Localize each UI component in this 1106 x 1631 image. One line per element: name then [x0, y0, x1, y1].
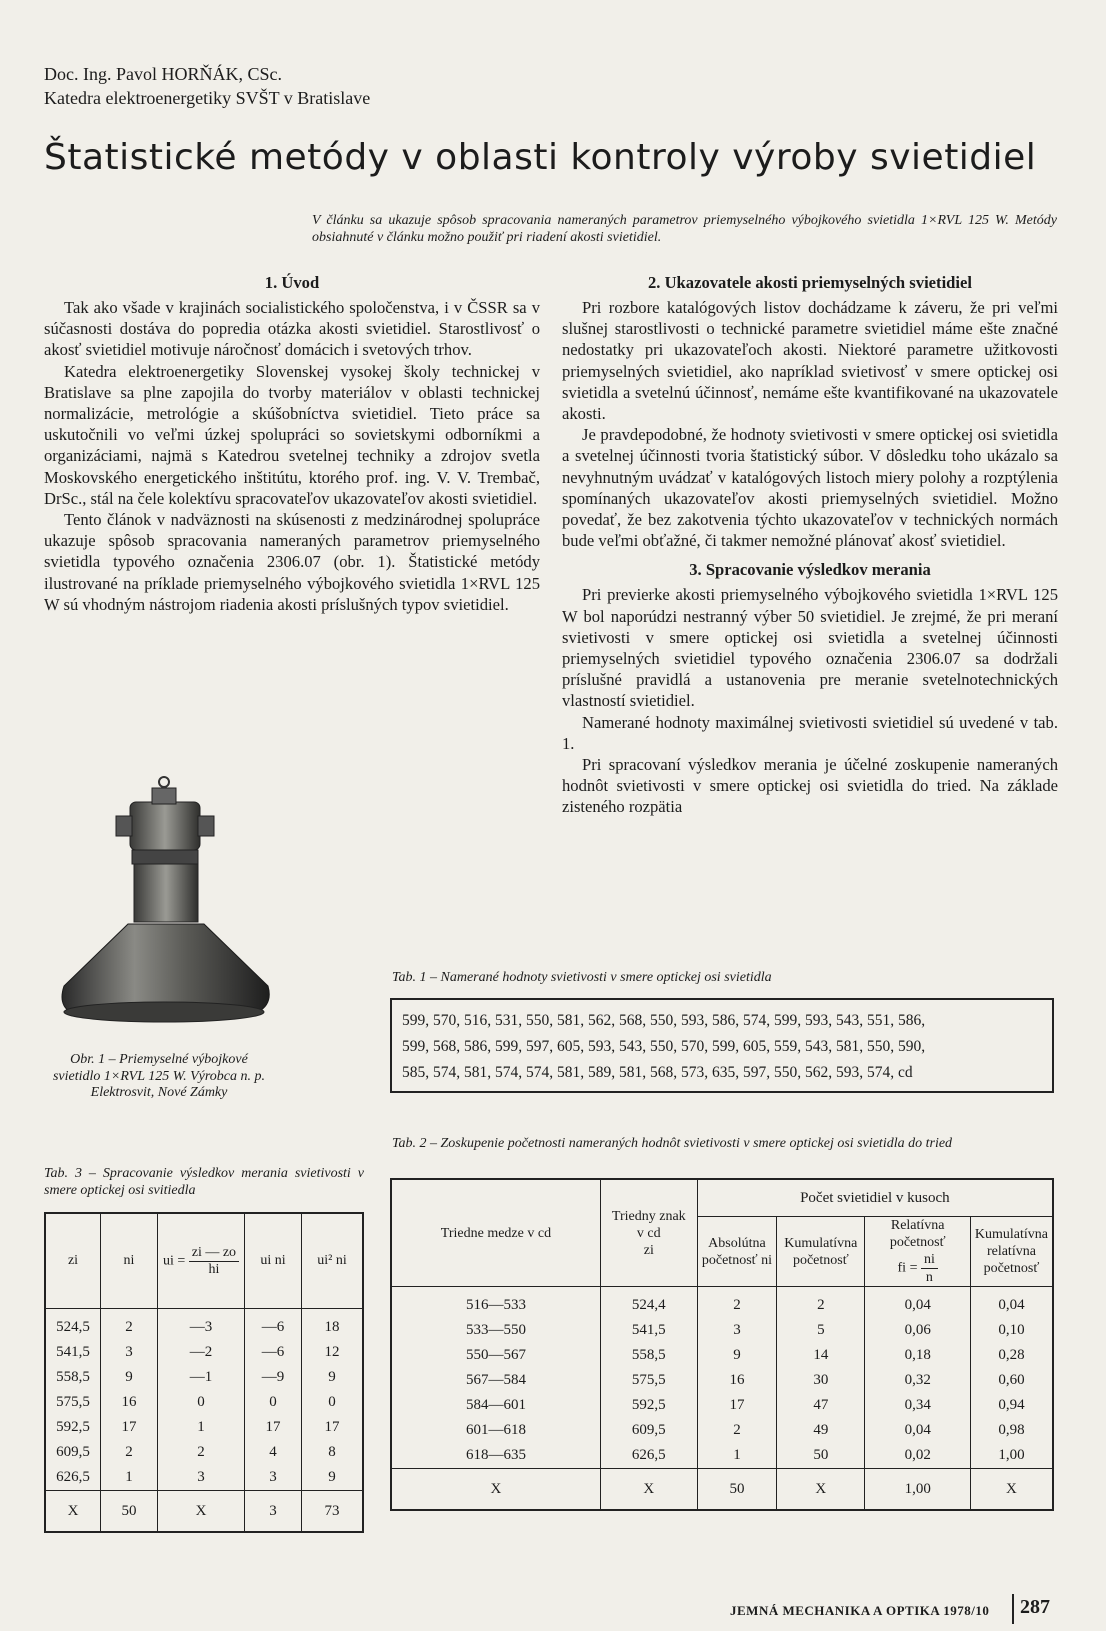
col-header-relative — [865, 1217, 970, 1287]
cell: 0,98 — [970, 1418, 1053, 1443]
cell: 524,4 — [600, 1287, 697, 1319]
cell: 533—550 — [391, 1318, 600, 1343]
cell: 626,5 — [45, 1465, 101, 1491]
cell: 2 — [101, 1309, 158, 1341]
relative-label: Relatívna početnosť — [889, 1218, 946, 1250]
left-column — [44, 272, 540, 615]
table-2 — [390, 1178, 1054, 1511]
cell: X — [158, 1491, 245, 1533]
section-1-heading: 1. Úvod — [264, 273, 320, 292]
cell: —3 — [158, 1309, 245, 1341]
paragraph: Pri rozbore katalógových listov dochádzame k záveru, že pri veľmi slušnej starostlivosti o technické parametre svietidiel máme ešte značné nedostatky pri ukazovateľoch akosti. Niektoré parametre užitkovosti priemyselných svietidiel, ako napríklad svietivosť v smere optickej osi svietidla a svetelnú účinnosť, nemáme ešte kvantifikované na ukazovatele akosti. — [562, 298, 1058, 424]
cell: 2 — [697, 1287, 777, 1319]
cell: 50 — [101, 1491, 158, 1533]
cell: 73 — [302, 1491, 364, 1533]
cell: 0,02 — [865, 1443, 970, 1469]
cell: 601—618 — [391, 1418, 600, 1443]
paragraph: Katedra elektroenergetiky Slovenskej vysokej školy technickej v Bratislave sa plne zapojila do tvorby materiálov v oblasti technickej normalizácie, metrológie a skúšobníctva svietidiel. Tieto práce sa uskutočnili vo veľmi úzkej spolupráci so sovietskymi odborníkmi a organizáciami, najmä s Katedrou svetelnej techniky a zdrojov svetla Moskovského energetického inštitútu, ktorého prof. ing. V. V. Trembač, DrSc., stál na čele kolektívu spracovateľov ukazovateľov akosti svietidiel. — [44, 361, 540, 508]
cell: 1 — [101, 1465, 158, 1491]
table-row — [45, 1465, 363, 1491]
cell: 0,06 — [865, 1318, 970, 1343]
cell: 18 — [302, 1309, 364, 1341]
cell: 0,04 — [865, 1287, 970, 1319]
col-header: ui ni — [245, 1213, 302, 1309]
cell: 1,00 — [865, 1469, 970, 1511]
table-3-caption: Tab. 3 – Spracovanie výsledkov merania svietivosti v smere optickej osi svitiedla — [44, 1166, 364, 1198]
paragraph: Tak ako všade v krajinách socialistického spoločenstva, i v ČSSR sa v súčasnosti dostáva do popredia otázka akosti svietidiel. Starostlivosť o akosť svietidiel motivuje náročnosť domácich i svetových trhov. — [44, 298, 540, 360]
cell: 9 — [101, 1365, 158, 1390]
cell: 524,5 — [45, 1309, 101, 1341]
col-header: Absolútna početnosť ni — [697, 1217, 777, 1287]
cell: 618—635 — [391, 1443, 600, 1469]
section-3-heading: 3. Spracovanie výsledkov merania — [689, 560, 931, 580]
table-row — [45, 1365, 363, 1390]
cell: 558,5 — [600, 1343, 697, 1368]
cell: 0,10 — [970, 1318, 1053, 1343]
table-1-caption: Tab. 1 – Namerané hodnoty svietivosti v smere optickej osi svietidla — [392, 970, 772, 985]
table-row — [391, 1318, 1053, 1343]
paragraph: Je pravdepodobné, že hodnoty svietivosti v smere optickej osi svietidla a svetelnej účinnosti tvoria štatistický súbor. V dôsledku toho ukázalo sa nevyhnutným uvádzať v katalógových listoch miery polohy a rozptýlenia spomínaných ukazovateľov akosti priemyselných svietidiel. Možno povedať, že bez zakotvenia týchto ukazovateľov v technických normách bude veľmi obťažné, či takmer nemožné plánovať akosť svietidiel. — [562, 425, 1058, 551]
cell: 550—567 — [391, 1343, 600, 1368]
cell: 17 — [245, 1415, 302, 1440]
cell: 17 — [697, 1393, 777, 1418]
cell: 9 — [302, 1365, 364, 1390]
table-row — [45, 1415, 363, 1440]
cell: 516—533 — [391, 1287, 600, 1319]
cell: 30 — [777, 1368, 865, 1393]
cell: 541,5 — [600, 1318, 697, 1343]
cell: 2 — [777, 1287, 865, 1319]
page-number: 287 — [1020, 1596, 1050, 1618]
col-header: zi — [45, 1213, 101, 1309]
cell: —6 — [245, 1340, 302, 1365]
col-header: Triedne medze v cd — [391, 1179, 600, 1287]
table-row — [45, 1340, 363, 1365]
cell: 558,5 — [45, 1365, 101, 1390]
cell: 50 — [697, 1469, 777, 1511]
formula-fraction — [189, 1245, 239, 1278]
cell: 2 — [697, 1418, 777, 1443]
cell: X — [45, 1491, 101, 1533]
cell: 47 — [777, 1393, 865, 1418]
table-sum-row — [391, 1469, 1053, 1511]
cell: 0 — [245, 1390, 302, 1415]
cell: 0,32 — [865, 1368, 970, 1393]
cell: 12 — [302, 1340, 364, 1365]
col-group-header: Počet svietidiel v kusoch — [697, 1179, 1053, 1217]
cell: X — [970, 1469, 1053, 1511]
table-row — [391, 1287, 1053, 1319]
cell: 592,5 — [45, 1415, 101, 1440]
cell: 1 — [697, 1443, 777, 1469]
article-title: Štatistické metódy v oblasti kontroly výroby svietidiel — [44, 137, 1037, 178]
cell: 3 — [158, 1465, 245, 1491]
col-header-ui — [158, 1213, 245, 1309]
col-header: Kumulatívna relatívna početnosť — [970, 1217, 1053, 1287]
cell: 0,04 — [970, 1287, 1053, 1319]
table-row — [391, 1343, 1053, 1368]
class-mark-symbol: zi — [643, 1242, 654, 1258]
col-header: ni — [101, 1213, 158, 1309]
cell: 575,5 — [45, 1390, 101, 1415]
table-row — [45, 1440, 363, 1465]
footer-divider — [1012, 1594, 1014, 1624]
figure-caption: Obr. 1 – Priemyselné výbojkové svietidlo 1×RVL 125 W. Výrobca n. p. Elektrosvit, Nové Zámky — [52, 1052, 266, 1100]
cell: X — [391, 1469, 600, 1511]
cell: 14 — [777, 1343, 865, 1368]
right-column — [562, 272, 1058, 818]
cell: 609,5 — [600, 1418, 697, 1443]
cell: 609,5 — [45, 1440, 101, 1465]
table-row — [391, 1393, 1053, 1418]
cell: 0,94 — [970, 1393, 1053, 1418]
cell: 16 — [697, 1368, 777, 1393]
cell: 17 — [302, 1415, 364, 1440]
cell: 2 — [158, 1440, 245, 1465]
table-sum-row — [45, 1491, 363, 1533]
cell: 575,5 — [600, 1368, 697, 1393]
cell: 3 — [245, 1491, 302, 1533]
cell: 4 — [245, 1440, 302, 1465]
cell: 2 — [101, 1440, 158, 1465]
formula-lhs: ui = — [162, 1253, 186, 1269]
paragraph: Pri previerke akosti priemyselného výbojkového svietidla 1×RVL 125 W bol naporúdzi nestranný výber 50 svietidiel. Je zrejmé, že pri meraní svietivosti v smere optickej osi svietidla a svetelnej účinnosti priemyselných svietidiel typového označenia 2306.07 sa dodržali príslušné pravidlá a ustanovenia pre meranie svetelnotechnických vlastností svietidiel. — [562, 585, 1058, 711]
cell: 592,5 — [600, 1393, 697, 1418]
cell: 0,04 — [865, 1418, 970, 1443]
cell: 5 — [777, 1318, 865, 1343]
cell: 49 — [777, 1418, 865, 1443]
cell: —2 — [158, 1340, 245, 1365]
cell: —6 — [245, 1309, 302, 1341]
author-block — [44, 62, 370, 110]
col-header: ui² ni — [302, 1213, 364, 1309]
cell: 3 — [245, 1465, 302, 1491]
cell: 0,28 — [970, 1343, 1053, 1368]
table-1-line: 599, 568, 586, 599, 597, 605, 593, 543, 550, 570, 599, 605, 559, 543, 581, 550, 590, — [402, 1038, 926, 1055]
table-row — [391, 1418, 1053, 1443]
table-3 — [44, 1212, 364, 1533]
cell: 3 — [101, 1340, 158, 1365]
author-name: Doc. Ing. Pavol HORŇÁK, CSc. — [44, 64, 282, 84]
cell: —9 — [245, 1365, 302, 1390]
cell: 17 — [101, 1415, 158, 1440]
abstract: V článku sa ukazuje spôsob spracovania nameraných parametrov priemyselného výbojkového svietidla 1×RVL 125 W. Metódy obsiahnuté v článku možno použiť pri riadení akosti svietidiel. — [312, 213, 1057, 245]
cell: 1,00 — [970, 1443, 1053, 1469]
cell: X — [600, 1469, 697, 1511]
cell: 584—601 — [391, 1393, 600, 1418]
table-1-line: 585, 574, 581, 574, 574, 581, 589, 581, 568, 573, 635, 597, 550, 562, 593, 574, cd — [402, 1064, 913, 1081]
table-row — [391, 1368, 1053, 1393]
cell: 50 — [777, 1443, 865, 1469]
cell: 16 — [101, 1390, 158, 1415]
cell: —1 — [158, 1365, 245, 1390]
formula-fraction — [921, 1251, 938, 1286]
formula-den: hi — [208, 1261, 220, 1277]
table-row — [45, 1390, 363, 1415]
cell: 567—584 — [391, 1368, 600, 1393]
cell: 0,34 — [865, 1393, 970, 1418]
formula-num: zi — zo — [189, 1245, 239, 1262]
table-1-values — [390, 998, 1054, 1093]
cell: 1 — [158, 1415, 245, 1440]
col-header: Kumulatívna početnosť — [777, 1217, 865, 1287]
formula-lhs: fi = — [897, 1260, 918, 1276]
cell: 3 — [697, 1318, 777, 1343]
class-mark-label: Triedny znak v cd — [611, 1208, 686, 1241]
author-affiliation: Katedra elektroenergetiky SVŠT v Bratislave — [44, 88, 371, 108]
col-header-class-mark — [600, 1179, 697, 1287]
lamp-illustration — [58, 776, 358, 1046]
table-2-caption: Tab. 2 – Zoskupenie početnosti nameraných hodnôt svietivosti v smere optickej osi svietidla do tried — [392, 1136, 953, 1151]
cell: 8 — [302, 1440, 364, 1465]
cell: X — [777, 1469, 865, 1511]
formula-num: ni — [921, 1251, 938, 1269]
cell: 9 — [697, 1343, 777, 1368]
cell: 0,60 — [970, 1368, 1053, 1393]
formula-den: n — [925, 1270, 933, 1285]
table-row — [391, 1443, 1053, 1469]
table-row — [45, 1309, 363, 1341]
journal-footer: JEMNÁ MECHANIKA A OPTIKA 1978/10 — [730, 1603, 990, 1618]
paragraph: Pri spracovaní výsledkov merania je účelné zoskupenie nameraných hodnôt svietivosti v smere optickej osi svietidla do tried. Na základe zisteného rozpätia — [562, 755, 1058, 817]
table-3-body — [45, 1309, 363, 1533]
table-1-line: 599, 570, 516, 531, 550, 581, 562, 568, 550, 593, 586, 574, 599, 593, 543, 551, 586, — [402, 1012, 926, 1029]
paragraph: Namerané hodnoty maximálnej svietivosti svietidiel sú uvedené v tab. 1. — [562, 712, 1058, 753]
cell: 0 — [302, 1390, 364, 1415]
cell: 541,5 — [45, 1340, 101, 1365]
cell: 9 — [302, 1465, 364, 1491]
cell: 0,18 — [865, 1343, 970, 1368]
table-2-body — [391, 1287, 1053, 1511]
section-2-heading: 2. Ukazovatele akosti priemyselných svietidiel — [647, 273, 972, 292]
cell: 0 — [158, 1390, 245, 1415]
paragraph: Tento článok v nadväznosti na skúsenosti z medzinárodnej spolupráce ukazuje spôsob spracovania nameraných parametrov priemyselného svietidla typového označenia 2306.07 (obr. 1). Štatistické metódy ilustrované na príklade priemyselného výbojkového svietidla 1×RVL 125 W sú vhodným nástrojom riadenia akosti príslušných typov svietidiel. — [44, 510, 540, 614]
cell: 626,5 — [600, 1443, 697, 1469]
